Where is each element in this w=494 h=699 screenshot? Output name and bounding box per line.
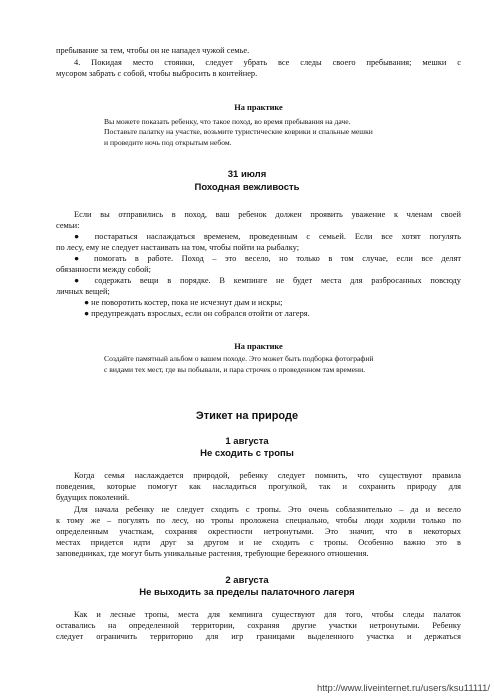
body-line: оставались на определенной территории, сохраняя другие участки нетронутыми. Ребенку [56,621,461,630]
practice-line: и проведите ночь под открытым небом. [104,138,232,147]
practice-line: Вы можете показать ребенку, что такое поход, во время пребывания на даче. [104,117,351,126]
body-line: Для начала ребенку не следует сходить с тропы. Это очень соблазнительно – да и весело [74,505,461,514]
section-title: Походная вежливость [194,182,300,193]
practice-line: с видами тех мест, где вы побывали, и пара строчек о проведенном там времени. [104,365,366,374]
bullet-item: ● предупреждать взрослых, если он собрался отойти от лагеря. [84,309,310,318]
practice-line: Поставьте палатку на участке, возьмите туристические коврики и спальные мешки [104,127,373,136]
body-line: Как и лесные тропы, места для кемпинга существуют для того, чтобы следы палаток [74,610,461,619]
source-url[interactable]: http://www.liveinternet.ru/users/ksu11111/ [316,683,490,694]
body-line: к тому же – погулять по лесу, но тропы проложена специально, чтобы люди ходили только по [56,516,461,525]
body-line: поведения, которые помогут как насладиться прогулкой, так и сохранить природу для [56,482,461,491]
practice-heading: На практике [234,103,283,112]
body-line: мусором забрать с собой, чтобы выбросить в контейнер. [56,69,258,78]
body-line: будущих поколений. [56,493,130,502]
body-line: семьи: [56,221,80,230]
bullet-item: ● постараться наслаждаться временем, проведенным с семьей. Если все хотят погулять [74,232,461,241]
bullet-item: ● не поворотить костер, пока не исчезнут дым и искры; [84,298,283,307]
section-date: 2 августа [225,575,269,586]
section-date: 31 июля [227,169,267,180]
bullet-item-cont: по лесу, ему не следует настаивать на том, чтобы пойти на рыбалку; [56,243,300,252]
body-line: 4. Покидая место стоянки, следует убрать все следы своего пребывания; мешки с [74,58,461,67]
section-title: Не выходить за пределы палаточного лагеря [139,587,355,598]
bullet-item-cont: личных вещей; [56,287,110,296]
section-title: Не сходить с тропы [200,448,294,459]
body-line: пребывание за тем, чтобы он не нападел чужой семье. [56,46,250,55]
body-line: Когда семья наслаждается природой, ребенку следует помнить, что существуют правила [74,471,461,480]
body-line: следует ограничить территорию для игр границами выделенного участка и держаться [56,632,461,641]
bullet-item: ● содержать вещи в порядке. В кемпинге не будет места для разбросанных повсюду [74,276,461,285]
practice-heading: На практике [234,342,283,351]
bullet-item: ● помогать в работе. Поход – это весело, но только в том случае, если все делят [74,254,461,263]
bullet-item-cont: обязанности между собой; [56,265,151,274]
body-line: местах придется идти друг за другом и не сходить с тропы. Особенно важно это в [56,538,461,547]
body-line: Если вы отправились в поход, ваш ребенок должен проявить уважение к членам своей [74,210,461,219]
chapter-title: Этикет на природе [195,410,299,422]
body-line: определенным участкам, сохраняя окрестности нетронутыми. Это значит, что в некоторых [56,527,461,536]
body-line: заповедниках, где могут быть уникальные растения, требующие бережного отношения. [56,549,369,558]
practice-line: Создайте памятный альбом о вашем походе. Это может быть подборка фотографий [104,354,374,363]
section-date: 1 августа [225,436,269,447]
